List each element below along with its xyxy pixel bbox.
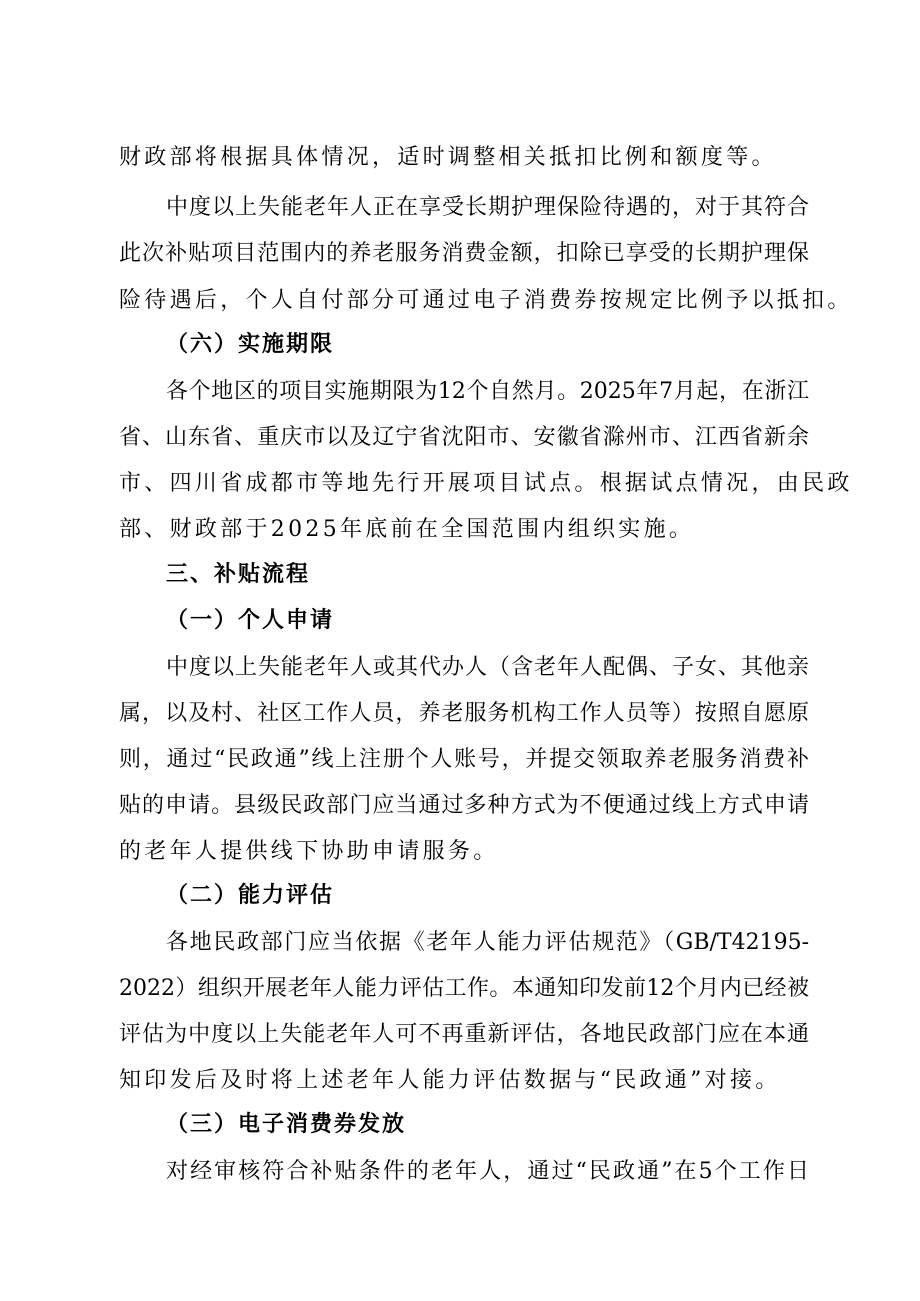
text-line: 属，以及村、社区工作人员，养老服务机构工作人员等）按照自愿原	[119, 701, 809, 726]
section-heading: （一）个人申请	[166, 608, 335, 633]
chapter-heading: 三、补贴流程	[166, 562, 311, 587]
text-line: 贴的申请。县级民政部门应当通过多种方式为不便通过线上方式申请	[119, 793, 809, 818]
text-line: 2022）组织开展老年人能力评估工作。本通知印发前12个月内已经被	[119, 976, 809, 1001]
text-line: 各地民政部门应当依据《老年人能力评估规范》（GB/T42195-	[166, 930, 809, 955]
text-line: 险待遇后，个人自付部分可通过电子消费券按规定比例予以抵扣。	[119, 288, 853, 313]
text-line: 的老年人提供线下协助申请服务。	[119, 839, 499, 864]
text-line: 市、四川省成都市等地先行开展项目试点。根据试点情况，由民政	[119, 471, 853, 496]
text-line: 部、财政部于2025年底前在全国范围内组织实施。	[119, 517, 695, 542]
text-line: 各个地区的项目实施期限为12个自然月。2025年7月起，在浙江	[166, 379, 809, 404]
section-heading: （三）电子消费券发放	[166, 1112, 407, 1137]
text-line: 对经审核符合补贴条件的老年人，通过“民政通”在5个工作日	[166, 1159, 809, 1184]
text-line: 则，通过“民政通”线上注册个人账号，并提交领取养老服务消费补	[119, 747, 809, 772]
text-line: 知印发后及时将上述老年人能力评估数据与“民政通”对接。	[119, 1068, 781, 1093]
text-line: 省、山东省、重庆市以及辽宁省沈阳市、安徽省滁州市、江西省新余	[119, 425, 809, 450]
text-line: 财政部将根据具体情况，适时调整相关抵扣比例和额度等。	[119, 145, 777, 170]
text-line: 中度以上失能老年人正在享受长期护理保险待遇的，对于其符合	[166, 195, 809, 220]
text-line: 此次补贴项目范围内的养老服务消费金额，扣除已享受的长期护理保	[119, 241, 809, 266]
section-heading: （二）能力评估	[166, 883, 335, 908]
section-heading: （六）实施期限	[166, 332, 335, 357]
text-line: 评估为中度以上失能老年人可不再重新评估，各地民政部门应在本通	[119, 1022, 809, 1047]
text-line: 中度以上失能老年人或其代办人（含老年人配偶、子女、其他亲	[166, 655, 809, 680]
